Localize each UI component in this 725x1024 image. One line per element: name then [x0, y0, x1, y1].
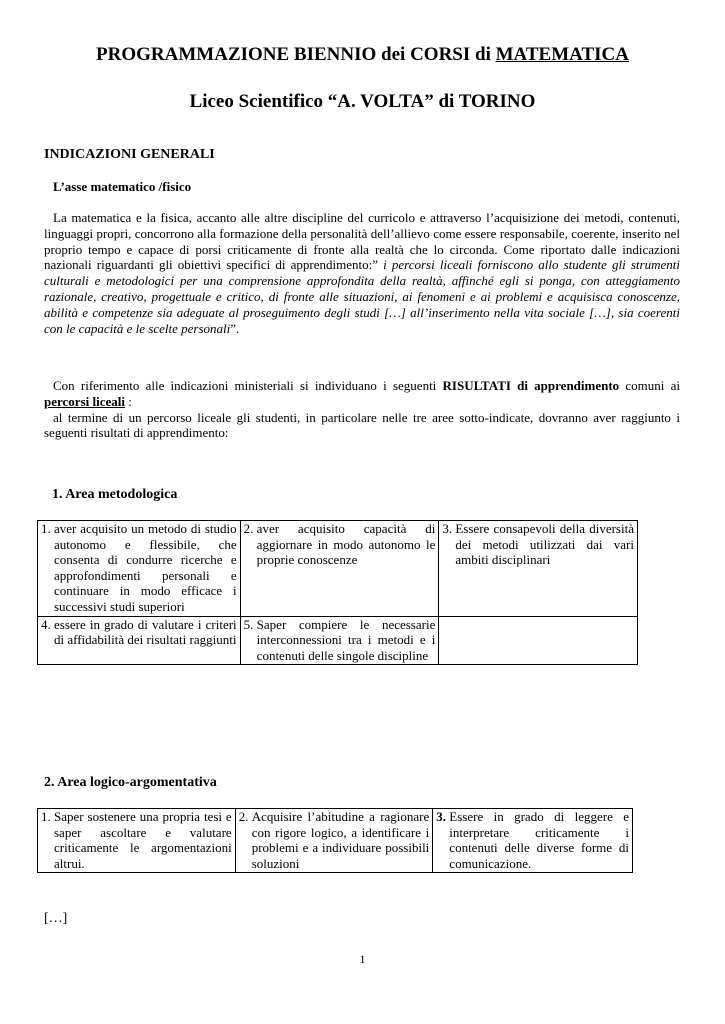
title-prefix: PROGRAMMAZIONE BIENNIO dei CORSI di: [96, 44, 496, 65]
item-text: Acquisire l’abitudine a ragionare con rigore logico, a identificare i problemi e a individuare possibili soluzioni: [251, 809, 430, 871]
document-subtitle: Liceo Scientifico “A. VOLTA” di TORINO: [189, 91, 536, 112]
intro-paragraph: [44, 210, 680, 336]
table-cell: [439, 521, 638, 617]
table-row: [38, 521, 638, 617]
results-text-c: :: [124, 393, 132, 409]
results-bold: RISULTATI di apprendimento: [442, 378, 620, 393]
item-number: 3.: [436, 809, 447, 824]
item-text: Saper compiere le necessarie interconnessioni tra i metodi e i contenuti delle singole discipline: [256, 616, 436, 663]
table-row: [38, 809, 633, 873]
table-cell: [235, 809, 433, 873]
intro-quote: i percorsi liceali forniscono allo studente gli strumenti culturali e metodologici per una comprensione approfondita della realtà, affinché egli si ponga, con atteggiamento razionale, creativo, progettuale e critico, di fronte alle situazioni, ai fenomeni e ai problemi e acquisisca conoscenze, abilità e competenze sia adeguate al proseguimento degli studi […] all’inserimento nella vita sociale […], sia coerenti con le capacità e le scelte personali: [44, 257, 680, 336]
table-cell: [433, 809, 633, 873]
item-text: essere in grado di valutare i criteri di affidabilità dei risultati raggiunti: [54, 616, 237, 648]
general-heading: INDICAZIONI GENERALI: [44, 147, 215, 162]
item-text: Essere in grado di leggere e interpretare criticamente i contenuti delle diverse forme di comunicazione.: [449, 809, 629, 871]
area1-heading: 1. Area metodologica: [52, 487, 178, 502]
results-text-a: Con riferimento alle indicazioni ministeriali si individuano i seguenti: [53, 378, 443, 393]
page-number: 1: [359, 952, 366, 966]
table-cell: [38, 616, 241, 665]
results-paragraph: [44, 378, 680, 441]
item-number: 2.: [238, 809, 249, 824]
table-row: [38, 616, 638, 665]
item-number: 3.: [442, 521, 453, 536]
results-text-b: comuni ai: [619, 378, 680, 393]
item-number: 5.: [243, 616, 254, 632]
item-number: 1.: [41, 809, 51, 824]
intro-end: ”.: [230, 320, 240, 336]
item-number: 2.: [243, 521, 254, 536]
item-number: 1.: [41, 521, 51, 536]
table-cell: [240, 616, 439, 665]
item-number: 4.: [41, 616, 51, 632]
title-subject: MATEMATICA: [495, 44, 629, 65]
continuation-ellipsis: […]: [44, 911, 68, 926]
table-cell-empty: [439, 616, 638, 665]
table-cell: [240, 521, 439, 617]
area2-heading: 2. Area logico-argomentativa: [44, 775, 217, 790]
item-text: Essere consapevoli della diversità dei metodi utilizzati dai vari ambiti disciplinari: [455, 521, 634, 568]
area1-table: [37, 520, 638, 665]
area2-table: [37, 808, 633, 873]
item-text: aver acquisito un metodo di studio autonomo e flessibile, che consenta di condurre ricerche e approfondimenti personali e continuare in modo efficace i successivi studi superiori: [54, 521, 237, 614]
axis-subheading: L’asse matematico /fisico: [53, 179, 192, 194]
results-underlined: percorsi liceali: [44, 393, 125, 409]
item-text: aver acquisito capacità di aggiornare in modo autonomo le proprie conoscenze: [256, 521, 436, 568]
table-cell: [38, 521, 241, 617]
results-text-d: al termine di un percorso liceale gli studenti, in particolare nelle tre aree sotto-indicate, dovranno aver raggiunto i seguenti risultati di apprendimento:: [44, 409, 680, 441]
document-title: [0, 44, 725, 66]
item-text: Saper sostenere una propria tesi e saper ascoltare e valutare criticamente le argomentazioni altrui.: [54, 809, 232, 871]
table-cell: [38, 809, 236, 873]
intro-plain: La matematica e la fisica, accanto alle altre discipline del curricolo e attraverso l’acquisizione dei metodi, contenuti, linguaggi propri, concorrono alla formazione della personalità dell’allievo come essere responsabile, coerente, inserito nel proprio tempo e capace di porsi criticamente di fronte alla realtà che lo circonda. Come riportato dalle indicazioni nazionali riguardanti gli obiettivi specifici di apprendimento:”: [44, 210, 680, 273]
